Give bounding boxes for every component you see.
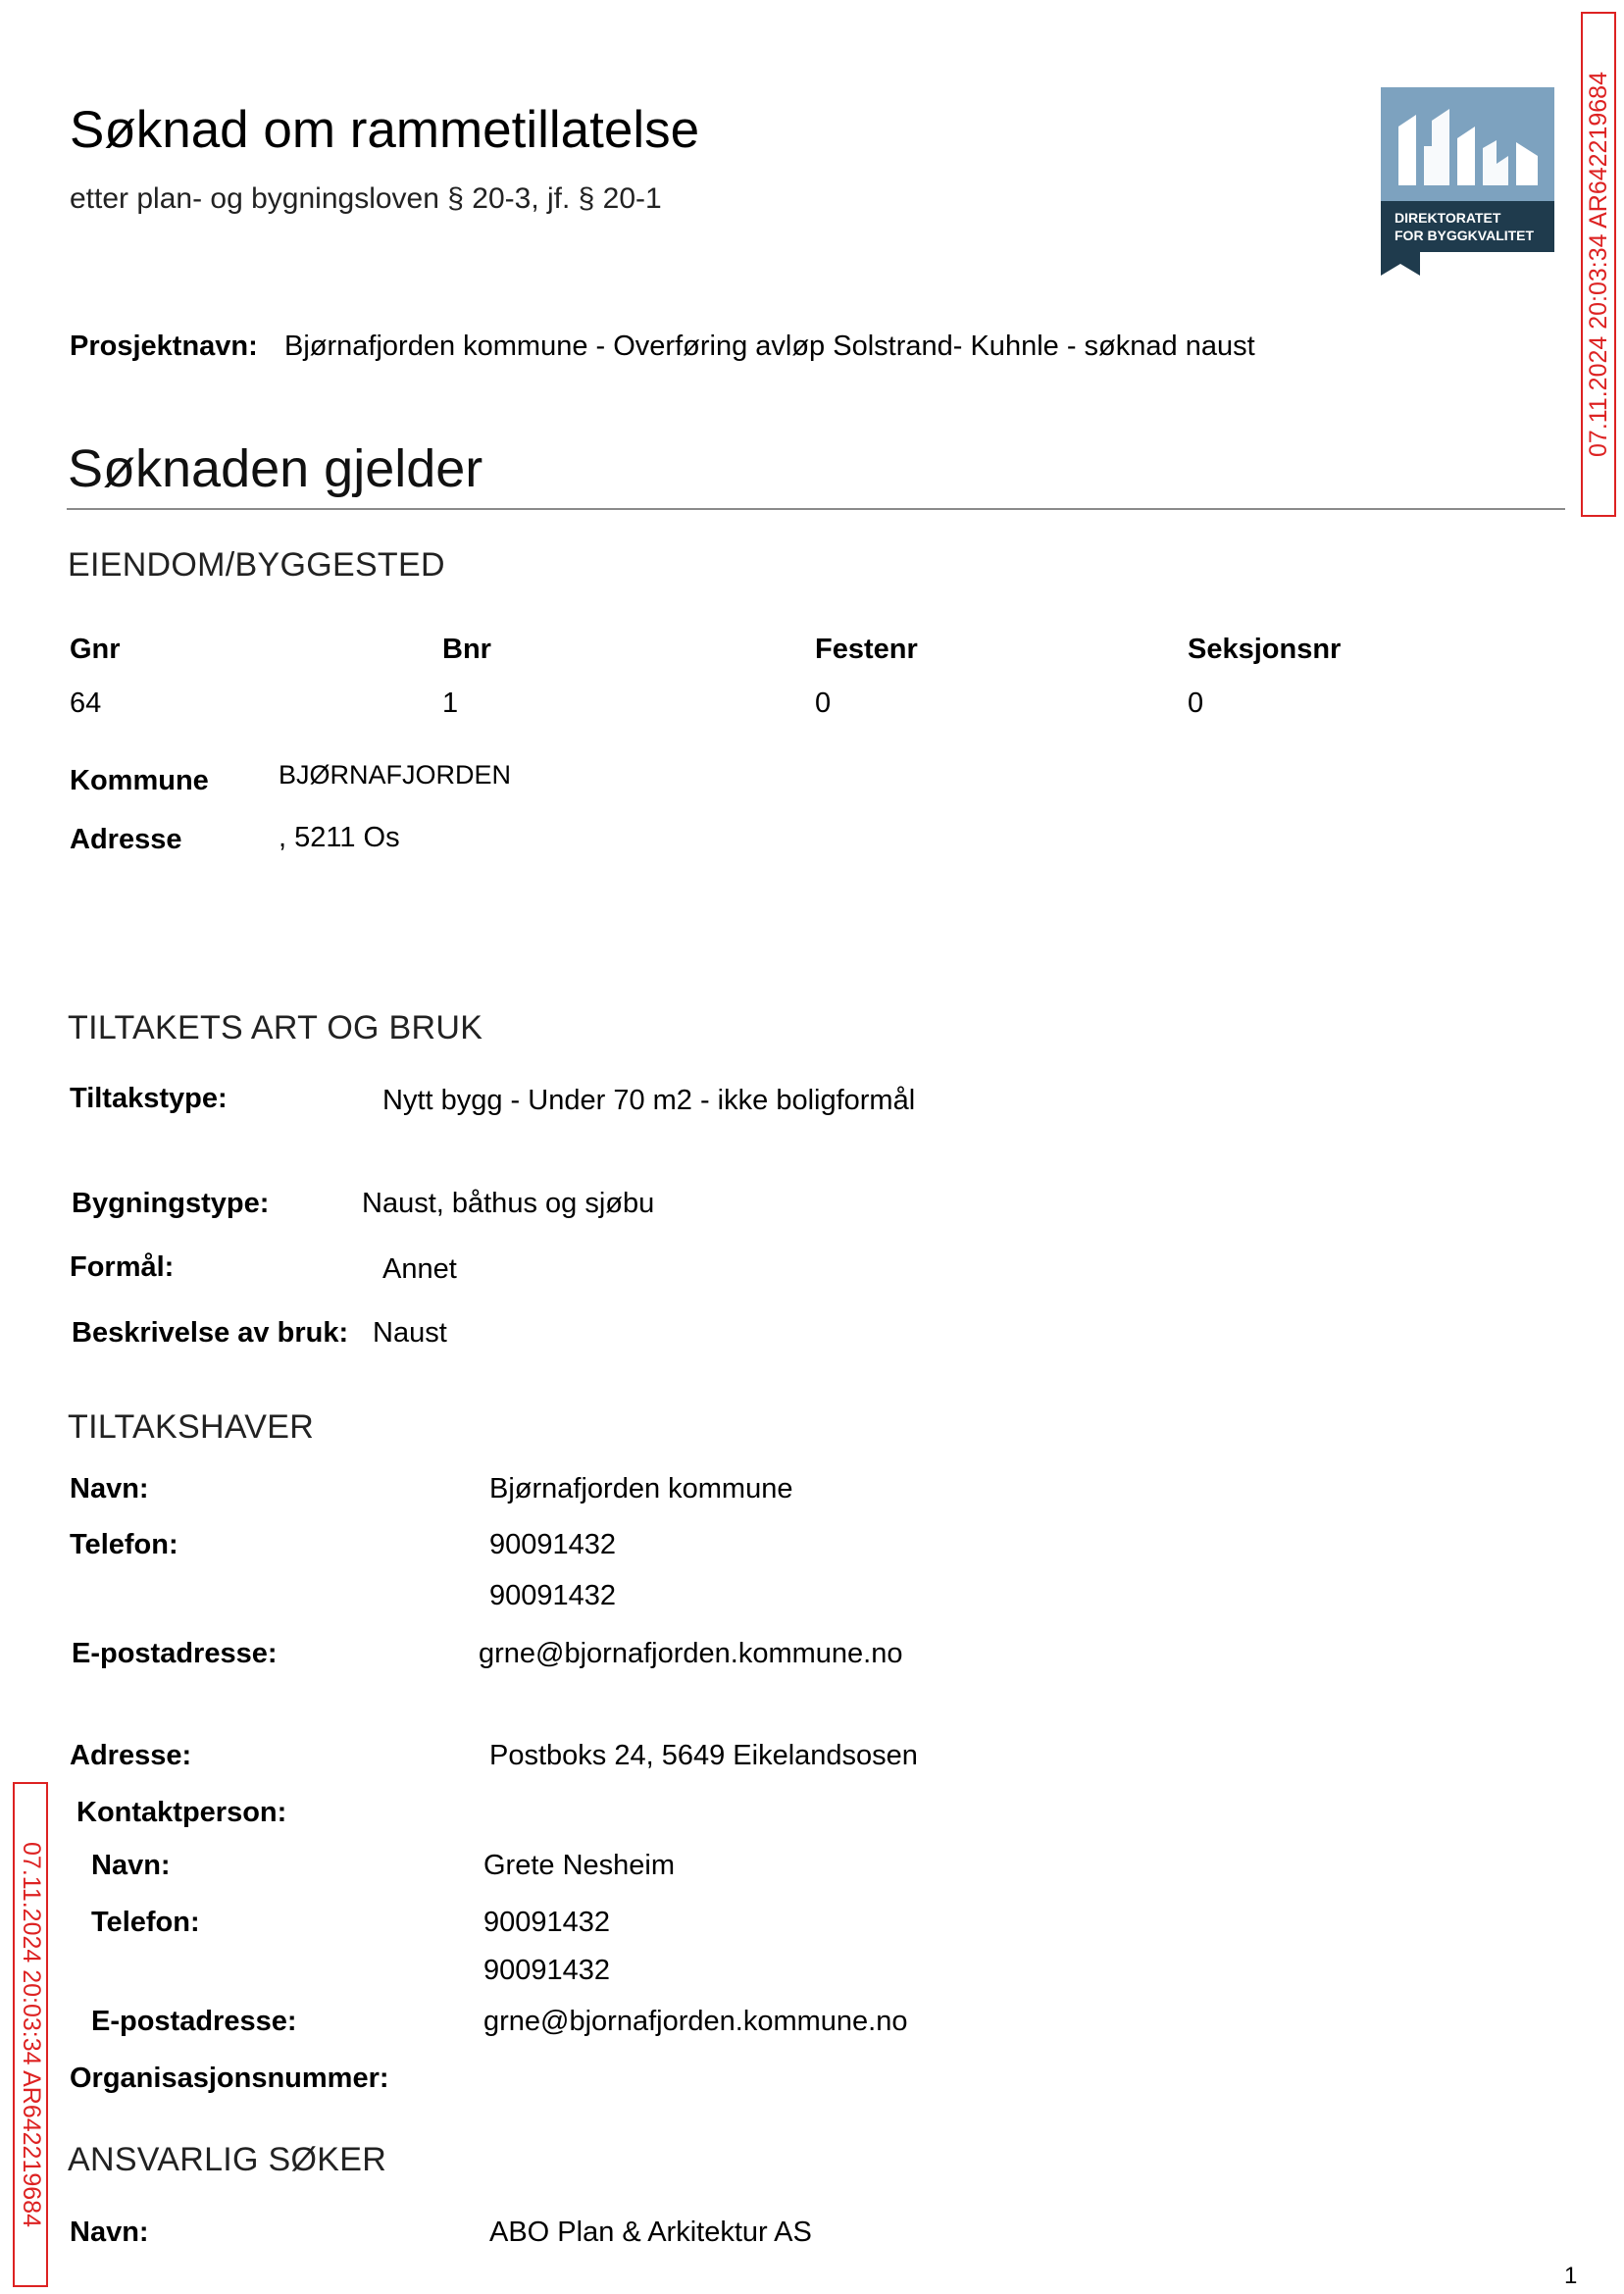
kontakt-navn-label: Navn: [91,1850,171,1881]
bnr-value: 1 [442,688,459,719]
formal-label: Formål: [70,1251,175,1283]
organisasjonsnummer-label: Organisasjonsnummer: [70,2063,389,2094]
tiltakshaver-heading: TILTAKSHAVER [68,1408,315,1446]
receipt-stamp-top [1581,12,1616,517]
beskrivelse-label: Beskrivelse av bruk: [72,1317,349,1349]
dibk-logo [1381,87,1554,276]
kontaktperson-label: Kontaktperson: [76,1797,287,1828]
document-title: Søknad om rammetillatelse [70,101,700,159]
ansvarlig-navn-label: Navn: [70,2217,149,2248]
tiltakshaver-adresse-label: Adresse: [70,1740,192,1771]
bygningstype-value: Naust, båthus og sjøbu [362,1188,655,1219]
dibk-logo-icon [1381,87,1554,276]
logo-text-2: FOR BYGGKVALITET [1395,228,1535,243]
bygningstype-label: Bygningstype: [72,1188,270,1219]
kontakt-epost-value: grne@bjornafjorden.kommune.no [483,2006,908,2037]
receipt-stamp-left-text: 07.11.2024 20:03:34 AR642219684 [17,1842,45,2227]
kontakt-telefon-value-2: 90091432 [483,1955,611,1986]
tiltakstype-value: Nytt bygg - Under 70 m2 - ikke boligformål [382,1085,916,1116]
formal-value: Annet [382,1253,457,1285]
tiltakshaver-epost-label: E-postadresse: [72,1638,278,1669]
festenr-value: 0 [815,688,832,719]
kontakt-telefon-label: Telefon: [91,1907,200,1938]
festenr-label: Festenr [815,634,918,665]
adresse-value: , 5211 Os [279,822,400,853]
project-name-label: Prosjektnavn: [70,331,258,362]
receipt-stamp-top-text: 07.11.2024 20:03:34 AR642219684 [1584,72,1612,457]
beskrivelse-value: Naust [373,1317,447,1349]
page-number: 1 [1564,2263,1578,2289]
kontakt-telefon-value-1: 90091432 [483,1907,611,1938]
tiltak-heading: TILTAKETS ART OG BRUK [68,1009,483,1046]
tiltakstype-label: Tiltakstype: [70,1083,228,1114]
tiltakshaver-telefon-value-1: 90091432 [489,1529,617,1560]
section-divider [67,508,1565,510]
tiltakshaver-adresse-value: Postboks 24, 5649 Eikelandsosen [489,1740,918,1771]
ansvarlig-navn-value: ABO Plan & Arkitektur AS [489,2217,812,2248]
gnr-value: 64 [70,688,102,719]
document-subtitle: etter plan- og bygningsloven § 20-3, jf. § 20-1 [70,182,662,215]
receipt-stamp-left [13,1782,48,2287]
kommune-value: BJØRNAFJORDEN [279,760,512,790]
tiltakshaver-telefon-value-2: 90091432 [489,1580,617,1611]
tiltakshaver-epost-value: grne@bjornafjorden.kommune.no [479,1638,903,1669]
kontakt-navn-value: Grete Nesheim [483,1850,676,1881]
tiltakshaver-telefon-label: Telefon: [70,1529,178,1560]
kommune-label: Kommune [70,765,209,796]
tiltakshaver-navn-label: Navn: [70,1473,149,1504]
gnr-label: Gnr [70,634,121,665]
logo-text-1: DIREKTORATET [1395,210,1501,226]
property-heading: EIENDOM/BYGGESTED [68,546,445,584]
section-title: Søknaden gjelder [68,439,483,498]
seksjonsnr-label: Seksjonsnr [1188,634,1342,665]
tiltakshaver-navn-value: Bjørnafjorden kommune [489,1473,793,1504]
ansvarlig-heading: ANSVARLIG SØKER [68,2141,387,2178]
kontakt-epost-label: E-postadresse: [91,2006,297,2037]
project-name-value: Bjørnafjorden kommune - Overføring avløp Solstrand- Kuhnle - søknad naust [284,331,1255,362]
bnr-label: Bnr [442,634,491,665]
adresse-label: Adresse [70,824,182,855]
seksjonsnr-value: 0 [1188,688,1204,719]
